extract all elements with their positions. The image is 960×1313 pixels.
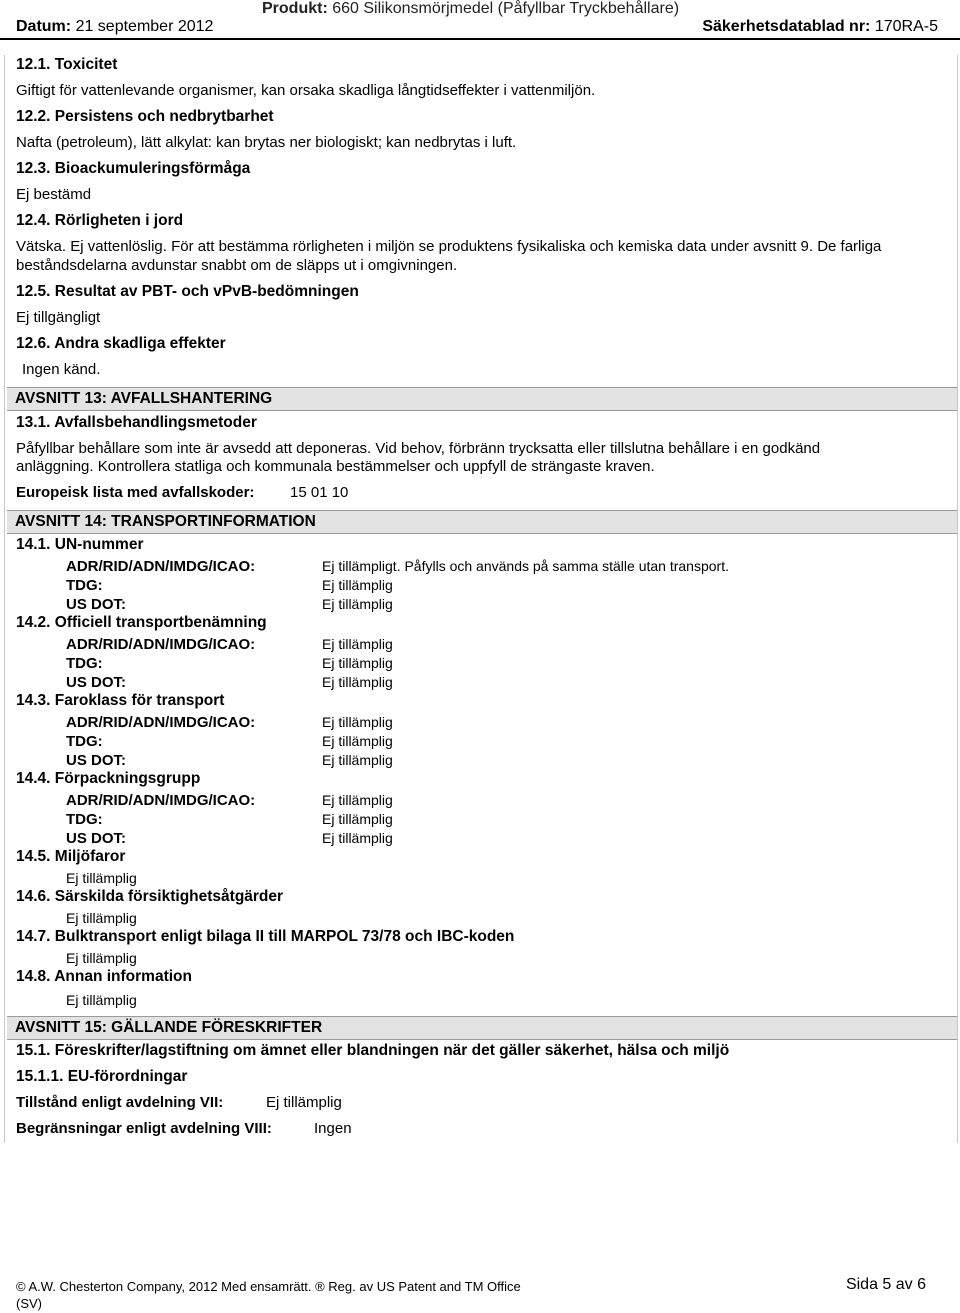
- text-12-6: Ingen känd.: [22, 361, 101, 378]
- heading-12-1: 12.1. Toxicitet: [16, 56, 118, 73]
- heading-14-5: 14.5. Miljöfaror: [16, 848, 126, 865]
- text-12-3: Ej bestämd: [16, 186, 92, 203]
- un-adr-value: Ej tillämpligt. Påfylls och används på samma ställe utan transport.: [322, 558, 729, 574]
- header-date: [16, 18, 213, 36]
- heading-12-4: 12.4. Rörligheten i jord: [16, 212, 184, 229]
- heading-13-1: 13.1. Avfallsbehandlingsmetoder: [16, 414, 257, 431]
- footer-copyright: © A.W. Chesterton Company, 2012 Med ensamrätt. ® Reg. av US Patent and TM Office: [16, 1279, 521, 1294]
- text-14-6: Ej tillämplig: [66, 910, 137, 926]
- pack-tdg-label: TDG:: [66, 811, 103, 828]
- authorisation-label: Tillstånd enligt avdelning VII:: [16, 1094, 224, 1111]
- section-15-title: AVSNITT 15: GÄLLANDE FÖRESKRIFTER: [15, 1019, 323, 1036]
- restrictions-value: Ingen: [314, 1120, 352, 1137]
- heading-14-8: 14.8. Annan information: [16, 968, 192, 985]
- pack-adr-value: Ej tillämplig: [322, 792, 393, 808]
- heading-15-1: 15.1. Föreskrifter/lagstiftning om ämnet eller blandningen när det gäller säkerhet, hälsa och miljö: [16, 1042, 730, 1059]
- name-tdg-label: TDG:: [66, 655, 103, 672]
- class-adr-label: ADR/RID/ADN/IMDG/ICAO:: [66, 714, 256, 731]
- heading-14-1: 14.1. UN-nummer: [16, 536, 144, 553]
- pack-usdot-label: US DOT:: [66, 830, 126, 847]
- heading-12-3: 12.3. Bioackumuleringsförmåga: [16, 160, 251, 177]
- text-14-7: Ej tillämplig: [66, 950, 137, 966]
- text-13-1-line2: anläggning. Kontrollera statliga och kommunala bestämmelser och uppfyll de strängaste kraven.: [16, 458, 655, 475]
- text-12-4-line1: Vätska. Ej vattenlöslig. För att bestämma rörligheten i miljön se produktens fysikaliska och kemiska data under avsnitt 9. De farliga: [16, 238, 882, 255]
- heading-14-2: 14.2. Officiell transportbenämning: [16, 614, 267, 631]
- section-15-header: [7, 1016, 957, 1040]
- product-label: Produkt:: [262, 0, 328, 17]
- name-tdg-value: Ej tillämplig: [322, 655, 393, 671]
- product-value: 660 Silikonsmörjmedel (Påfyllbar Tryckbehållare): [332, 0, 680, 17]
- right-border: [957, 55, 958, 1143]
- class-tdg-value: Ej tillämplig: [322, 733, 393, 749]
- class-usdot-value: Ej tillämplig: [322, 752, 393, 768]
- heading-15-1-1: 15.1.1. EU-förordningar: [16, 1068, 188, 1085]
- class-adr-value: Ej tillämplig: [322, 714, 393, 730]
- name-usdot-value: Ej tillämplig: [322, 674, 393, 690]
- date-label: Datum:: [16, 18, 72, 35]
- text-14-5: Ej tillämplig: [66, 870, 137, 886]
- un-usdot-value: Ej tillämplig: [322, 596, 393, 612]
- authorisation-value: Ej tillämplig: [266, 1094, 342, 1111]
- footer-language: (SV): [16, 1295, 42, 1311]
- eu-waste-code-value: 15 01 10: [290, 484, 349, 501]
- un-adr-label: ADR/RID/ADN/IMDG/ICAO:: [66, 558, 256, 575]
- left-border: [4, 55, 5, 1143]
- date-value: 21 september 2012: [75, 18, 214, 35]
- section-13-title: AVSNITT 13: AVFALLSHANTERING: [15, 390, 273, 407]
- heading-14-6: 14.6. Särskilda försiktighetsåtgärder: [16, 888, 284, 905]
- heading-14-7: 14.7. Bulktransport enligt bilaga II till MARPOL 73/78 och IBC-koden: [16, 928, 515, 945]
- class-usdot-label: US DOT:: [66, 752, 126, 769]
- text-12-1: Giftigt för vattenlevande organismer, kan orsaka skadliga långtidseffekter i vattenmiljön.: [16, 82, 596, 99]
- pack-adr-label: ADR/RID/ADN/IMDG/ICAO:: [66, 792, 256, 809]
- heading-12-5: 12.5. Resultat av PBT- och vPvB-bedömningen: [16, 283, 359, 300]
- sds-label: Säkerhetsdatablad nr:: [702, 18, 871, 35]
- un-tdg-label: TDG:: [66, 577, 103, 594]
- heading-14-4: 14.4. Förpackningsgrupp: [16, 770, 201, 787]
- text-13-1-line1: Påfyllbar behållare som inte är avsedd att deponeras. Vid behov, förbränn trycksatta eller tillslutna behållare i en godkänd: [16, 440, 821, 457]
- name-adr-label: ADR/RID/ADN/IMDG/ICAO:: [66, 636, 256, 653]
- pack-usdot-value: Ej tillämplig: [322, 830, 393, 846]
- footer: [16, 1279, 521, 1313]
- page-number: Sida 5 av 6: [845, 1276, 926, 1293]
- pack-tdg-value: Ej tillämplig: [322, 811, 393, 827]
- header-divider: [0, 38, 960, 40]
- sds-value: 170RA-5: [874, 18, 938, 35]
- name-usdot-label: US DOT:: [66, 674, 126, 691]
- text-14-8: Ej tillämplig: [66, 992, 137, 1008]
- un-usdot-label: US DOT:: [66, 596, 126, 613]
- heading-12-6: 12.6. Andra skadliga effekter: [16, 335, 226, 352]
- text-12-5: Ej tillgängligt: [16, 309, 101, 326]
- name-adr-value: Ej tillämplig: [322, 636, 393, 652]
- header-product: [262, 0, 679, 18]
- eu-waste-code-label: Europeisk lista med avfallskoder:: [16, 484, 255, 501]
- class-tdg-label: TDG:: [66, 733, 103, 750]
- header-sds-number: [702, 18, 938, 36]
- heading-14-3: 14.3. Faroklass för transport: [16, 692, 225, 709]
- heading-12-2: 12.2. Persistens och nedbrytbarhet: [16, 108, 274, 125]
- section-14-header: [7, 510, 957, 534]
- un-tdg-value: Ej tillämplig: [322, 577, 393, 593]
- restrictions-label: Begränsningar enligt avdelning VIII:: [16, 1120, 272, 1137]
- text-12-2: Nafta (petroleum), lätt alkylat: kan brytas ner biologiskt; kan nedbrytas i luft.: [16, 134, 517, 151]
- section-14-title: AVSNITT 14: TRANSPORTINFORMATION: [15, 513, 316, 530]
- text-12-4-line2: beståndsdelarna avdunstar snabbt om de släpps ut i omgivningen.: [16, 257, 458, 274]
- section-13-header: [7, 387, 957, 411]
